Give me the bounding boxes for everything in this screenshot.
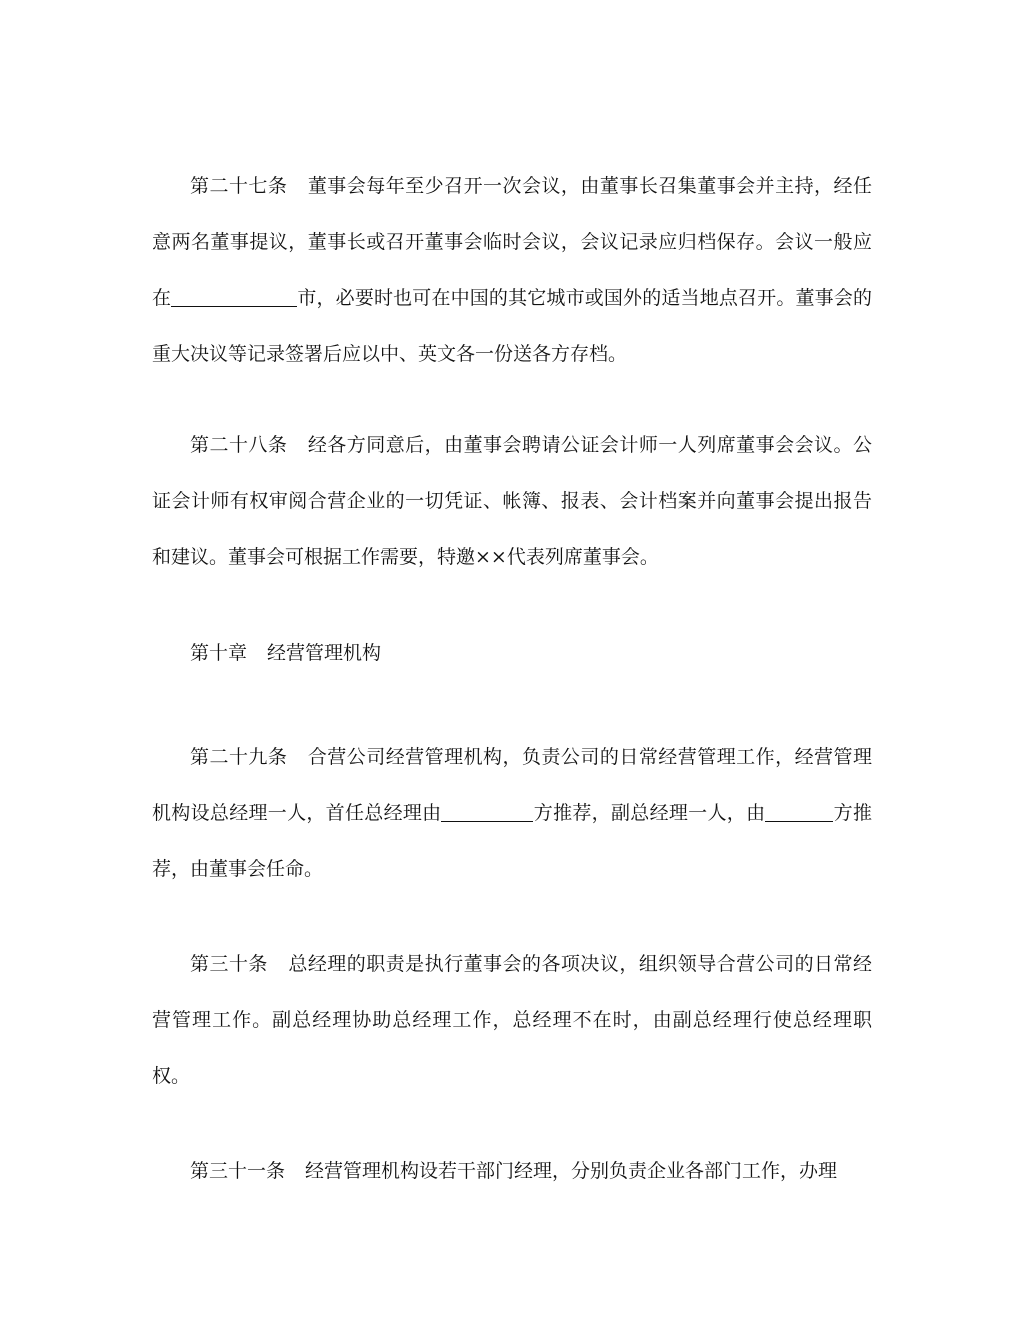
article-number: 第二十八条 bbox=[190, 434, 288, 456]
article-text: 总经理的职责是执行董事会的各项决议，组织领导合营公司的日常经营管理工作。副总经理协助总经理工作，总经理不在时，由副总经理行使总经理职权。 bbox=[152, 953, 872, 1087]
article-number: 第二十九条 bbox=[190, 746, 288, 768]
fill-in-blank-deputy-party[interactable] bbox=[765, 799, 833, 822]
article-number: 第三十条 bbox=[190, 953, 268, 975]
article-text: 合营公司经营管理机构，负责公司的日常经营管理工作，经营管理机构设总经理一人，首任总经理由 bbox=[152, 746, 872, 824]
chapter-title: 经营管理机构 bbox=[267, 642, 382, 664]
article-text: 经营管理机构设若干部门经理，分别负责企业各部门工作，办理 bbox=[305, 1160, 838, 1182]
article-30 bbox=[152, 936, 872, 1104]
article-text-end: 方推荐，由董事会任命。 bbox=[152, 802, 872, 880]
article-number: 第三十一条 bbox=[190, 1160, 286, 1182]
article-text-continued: 方推荐，副总经理一人，由 bbox=[533, 802, 766, 824]
article-31 bbox=[152, 1143, 872, 1199]
article-27 bbox=[152, 158, 872, 382]
fill-in-blank-city[interactable] bbox=[171, 284, 297, 307]
article-text-continued: 市，必要时也可在中国的其它城市或国外的适当地点召开。董事会的重大决议等记录签署后应以中、英文各一份送各方存档。 bbox=[152, 287, 872, 365]
fill-in-blank-gm-party[interactable] bbox=[441, 799, 533, 822]
chapter-number: 第十章 bbox=[190, 642, 248, 664]
article-29 bbox=[152, 729, 872, 897]
article-28 bbox=[152, 417, 872, 585]
article-text: 经各方同意后，由董事会聘请公证会计师一人列席董事会会议。公证会计师有权审阅合营企业的一切凭证、帐簿、报表、会计档案并向董事会提出报告和建议。董事会可根据工作需要，特邀××代表列席董事会。 bbox=[152, 434, 872, 568]
article-number: 第二十七条 bbox=[190, 175, 288, 197]
chapter-10-heading bbox=[152, 625, 872, 681]
article-text: 董事会每年至少召开一次会议，由董事长召集董事会并主持，经任意两名董事提议，董事长或召开董事会临时会议，会议记录应归档保存。会议一般应在 bbox=[152, 175, 872, 309]
